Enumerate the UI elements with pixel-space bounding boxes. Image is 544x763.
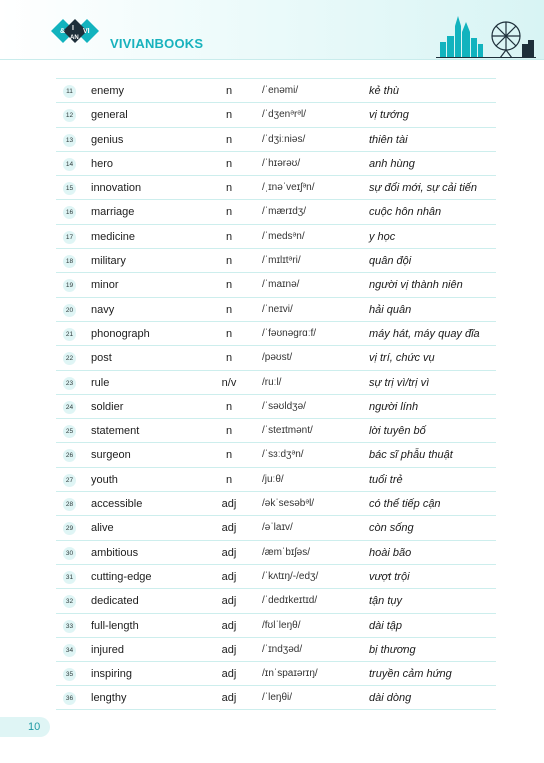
vietnamese-meaning: có thể tiếp cận	[369, 498, 441, 511]
pronunciation: /ˈenəmi/	[262, 85, 299, 96]
pronunciation: /ˈmærɪdʒ/	[262, 206, 307, 218]
vietnamese-meaning: cuộc hôn nhân	[369, 206, 442, 219]
part-of-speech: n	[225, 425, 233, 438]
vietnamese-meaning: vị tướng	[369, 109, 409, 122]
part-of-speech: n/v	[221, 376, 237, 389]
vietnamese-meaning: quân đội	[369, 255, 412, 268]
part-of-speech: adj	[221, 643, 237, 656]
table-row	[56, 248, 496, 272]
table-row	[56, 637, 496, 661]
table-row	[56, 564, 496, 588]
vietnamese-meaning: lời tuyên bố	[369, 425, 426, 438]
table-row	[56, 175, 496, 199]
row-number: 12	[63, 109, 76, 122]
table-row	[56, 78, 496, 102]
pronunciation: /ˈhɪərəʊ/	[262, 157, 301, 169]
pronunciation: /juːθ/	[262, 473, 284, 485]
table-row	[56, 661, 496, 685]
vocab-word: ambitious	[91, 546, 139, 559]
vocab-word: phonograph	[91, 327, 150, 340]
pronunciation: /ˈsteɪtmənt/	[262, 425, 313, 437]
pronunciation: /ˈneɪvi/	[262, 303, 293, 315]
table-row	[56, 418, 496, 442]
part-of-speech: n	[225, 449, 233, 462]
pronunciation: /ˌɪnəˈveɪʃᵊn/	[262, 182, 315, 194]
row-number: 13	[63, 134, 76, 147]
table-row	[56, 394, 496, 418]
vietnamese-meaning: hải quân	[369, 303, 412, 316]
table-row	[56, 540, 496, 564]
pronunciation: /ˈsɜːdʒᵊn/	[262, 449, 304, 461]
vocab-word: minor	[91, 279, 119, 292]
page-number: 10	[28, 721, 41, 733]
vocab-word: medicine	[91, 230, 136, 243]
pronunciation: /ˈmɪlɪtᵊri/	[262, 255, 301, 267]
vocab-word: cutting-edge	[91, 570, 152, 583]
row-number: 26	[63, 449, 76, 462]
part-of-speech: n	[225, 230, 233, 243]
row-number: 29	[63, 522, 76, 535]
vocab-word: hero	[91, 157, 114, 170]
part-of-speech: n	[225, 352, 233, 365]
part-of-speech: n	[225, 133, 233, 146]
part-of-speech: n	[225, 157, 233, 170]
table-row	[56, 199, 496, 223]
part-of-speech: n	[225, 182, 233, 195]
row-number: 21	[63, 328, 76, 341]
pronunciation: /əkˈsesəbᵊl/	[262, 498, 315, 510]
pronunciation: /pəʊst/	[262, 352, 293, 364]
part-of-speech: n	[225, 327, 233, 340]
row-number: 36	[63, 692, 76, 705]
row-number: 20	[63, 304, 76, 317]
pronunciation: /ˈmaɪnə/	[262, 279, 300, 291]
pronunciation: /ˈleŋθi/	[262, 692, 293, 704]
vietnamese-meaning: sự trị vì/trị vì	[369, 376, 430, 389]
table-row	[56, 588, 496, 612]
row-number: 28	[63, 498, 76, 511]
pronunciation: /ˈdʒenᵊrᵊl/	[262, 109, 307, 121]
vocab-word: enemy	[91, 85, 125, 97]
vietnamese-meaning: máy hát, máy quay đĩa	[369, 327, 480, 340]
part-of-speech: n	[225, 279, 233, 292]
table-row	[56, 370, 496, 394]
vocab-word: soldier	[91, 400, 124, 413]
row-number: 15	[63, 182, 76, 195]
vocab-word: general	[91, 109, 128, 122]
row-number: 18	[63, 255, 76, 268]
pronunciation: /əˈlaɪv/	[262, 522, 293, 534]
vocab-word: genius	[91, 133, 124, 146]
table-row	[56, 685, 496, 709]
vietnamese-meaning: tận tụy	[369, 595, 403, 608]
part-of-speech: n	[225, 255, 233, 268]
vocab-word: marriage	[91, 206, 135, 219]
vietnamese-meaning: vị trí, chức vụ	[369, 352, 435, 365]
vocab-word: innovation	[91, 182, 142, 195]
pronunciation: /ˈdedɪkeɪtɪd/	[262, 595, 318, 607]
row-number: 34	[63, 644, 76, 657]
table-row	[56, 442, 496, 466]
vietnamese-meaning: bác sĩ phẫu thuật	[369, 449, 453, 462]
logo-text-top-left: &	[60, 28, 66, 35]
row-number: 30	[63, 547, 76, 560]
row-number: 32	[63, 595, 76, 608]
part-of-speech: adj	[221, 522, 237, 535]
row-number: 35	[63, 668, 76, 681]
part-of-speech: adj	[221, 570, 237, 583]
row-number: 33	[63, 620, 76, 633]
vietnamese-meaning: thiên tài	[369, 133, 408, 146]
vocab-word: inspiring	[91, 668, 132, 681]
vocab-word: youth	[91, 473, 118, 486]
part-of-speech: adj	[221, 546, 237, 559]
city-skyline-icon	[436, 12, 536, 58]
vietnamese-meaning: anh hùng	[369, 157, 415, 170]
vietnamese-meaning: hoài bão	[369, 546, 412, 559]
table-row	[56, 613, 496, 637]
vocabulary-table	[56, 78, 496, 710]
vietnamese-meaning: sự đổi mới, sự cải tiến	[369, 182, 478, 195]
part-of-speech: adj	[221, 498, 237, 511]
row-number: 31	[63, 571, 76, 584]
vocab-word: alive	[91, 522, 114, 535]
part-of-speech: n	[225, 109, 233, 122]
table-row	[56, 345, 496, 369]
table-row	[56, 224, 496, 248]
part-of-speech: adj	[221, 595, 237, 608]
table-row	[56, 321, 496, 345]
row-number: 27	[63, 474, 76, 487]
vocab-word: dedicated	[91, 595, 139, 608]
row-number: 17	[63, 231, 76, 244]
table-row	[56, 467, 496, 491]
vietnamese-meaning: tuổi trẻ	[369, 473, 403, 486]
row-number: 19	[63, 279, 76, 292]
part-of-speech: n	[225, 206, 233, 219]
part-of-speech: n	[225, 85, 233, 97]
table-row	[56, 297, 496, 321]
row-number: 23	[63, 377, 76, 390]
part-of-speech: adj	[221, 692, 237, 705]
logo-text-top-right: VI	[83, 28, 90, 35]
vocab-word: rule	[91, 376, 110, 389]
pronunciation: /ˈkʌtɪŋ/-/edʒ/	[262, 570, 319, 582]
part-of-speech: n	[225, 400, 233, 413]
part-of-speech: n	[225, 303, 233, 316]
table-row	[56, 515, 496, 539]
part-of-speech: n	[225, 473, 233, 486]
vietnamese-meaning: kẻ thù	[369, 85, 399, 97]
pronunciation: /ˈsəʊldʒə/	[262, 400, 306, 412]
part-of-speech: adj	[221, 619, 237, 632]
vietnamese-meaning: dài dòng	[369, 692, 412, 705]
pronunciation: /ɪnˈspaɪərɪŋ/	[262, 668, 318, 680]
vocab-word: statement	[91, 425, 140, 438]
vietnamese-meaning: bị thương	[369, 643, 416, 656]
logo-text-top-mid: I	[72, 25, 74, 32]
row-number: 11	[63, 85, 76, 98]
part-of-speech: adj	[221, 668, 237, 681]
vietnamese-meaning: dài tập	[369, 619, 403, 632]
table-row	[56, 491, 496, 515]
vietnamese-meaning: người lính	[369, 400, 419, 413]
pronunciation: /fʊlˈleŋθ/	[262, 619, 301, 631]
table-row	[56, 272, 496, 296]
vocab-word: post	[91, 352, 112, 365]
vocab-word: lengthy	[91, 692, 127, 705]
row-number: 16	[63, 206, 76, 219]
logo-text-bottom: AN	[70, 35, 79, 41]
vocab-word: surgeon	[91, 449, 131, 462]
table-row	[56, 151, 496, 175]
page-number-badge	[0, 717, 50, 737]
table-row	[56, 102, 496, 126]
vietnamese-meaning: y học	[369, 230, 396, 243]
row-number: 24	[63, 401, 76, 414]
vietnamese-meaning: truyền cảm hứng	[369, 668, 452, 681]
vocab-word: full-length	[91, 619, 139, 632]
pronunciation: /ruːl/	[262, 376, 282, 388]
pronunciation: /ˈɪndʒəd/	[262, 643, 303, 655]
brand-name: VIVIANBOOKS	[110, 36, 204, 51]
pronunciation: /ˈdʒiːniəs/	[262, 133, 306, 145]
row-number: 14	[63, 158, 76, 171]
vietnamese-meaning: người vị thành niên	[369, 279, 463, 292]
pronunciation: /ˈfəʊnəgrɑːf/	[262, 327, 317, 339]
vocab-word: navy	[91, 303, 115, 316]
table-row	[56, 127, 496, 151]
row-number: 25	[63, 425, 76, 438]
diamond-logo-icon	[50, 18, 100, 44]
vocab-word: injured	[91, 643, 125, 656]
pronunciation: /æmˈbɪʃəs/	[262, 546, 311, 558]
row-number: 22	[63, 352, 76, 365]
vocab-word: military	[91, 255, 126, 268]
vietnamese-meaning: còn sống	[369, 522, 414, 535]
vietnamese-meaning: vượt trội	[369, 570, 410, 583]
vocab-word: accessible	[91, 498, 143, 511]
pronunciation: /ˈmedsᵊn/	[262, 230, 305, 242]
